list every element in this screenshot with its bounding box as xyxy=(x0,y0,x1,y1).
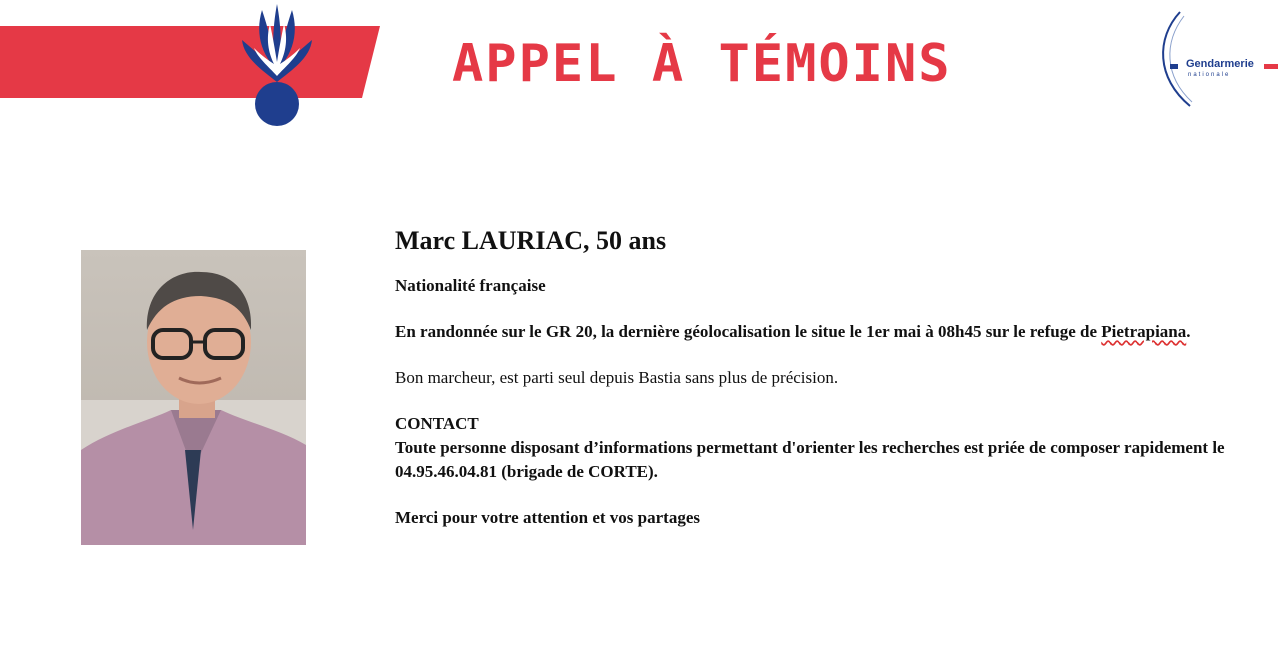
thanks: Merci pour votre attention et vos partages xyxy=(395,508,700,527)
description: Bon marcheur, est parti seul depuis Bastia sans plus de précision. xyxy=(395,368,839,387)
logo-subtext: nationale xyxy=(1188,72,1231,78)
red-banner-stripe xyxy=(0,26,380,98)
last-seen-end: . xyxy=(1186,322,1191,341)
page-title: APPEL À TÉMOINS xyxy=(452,34,952,94)
last-seen-text: En randonnée sur le GR 20, la dernière géolocalisation le situe le 1er mai à 08h45 sur le refuge de xyxy=(395,322,1102,341)
grenade-emblem-icon xyxy=(232,0,322,130)
notice-content xyxy=(395,226,1235,552)
nationality: Nationalité française xyxy=(395,276,546,295)
last-seen-place: Pietrapiana xyxy=(1101,322,1187,341)
logo-text: Gendarmerie xyxy=(1186,58,1254,70)
contact-text: Toute personne disposant d’informations permettant d'orienter les recherches est priée de composer rapidement le 04.95.46.04.81 (brigade de CORTE). xyxy=(395,438,1225,481)
person-photo xyxy=(81,250,306,545)
contact-heading: CONTACT xyxy=(395,414,479,433)
person-name: Marc LAURIAC, 50 ans xyxy=(395,226,667,255)
last-seen xyxy=(395,320,1235,344)
